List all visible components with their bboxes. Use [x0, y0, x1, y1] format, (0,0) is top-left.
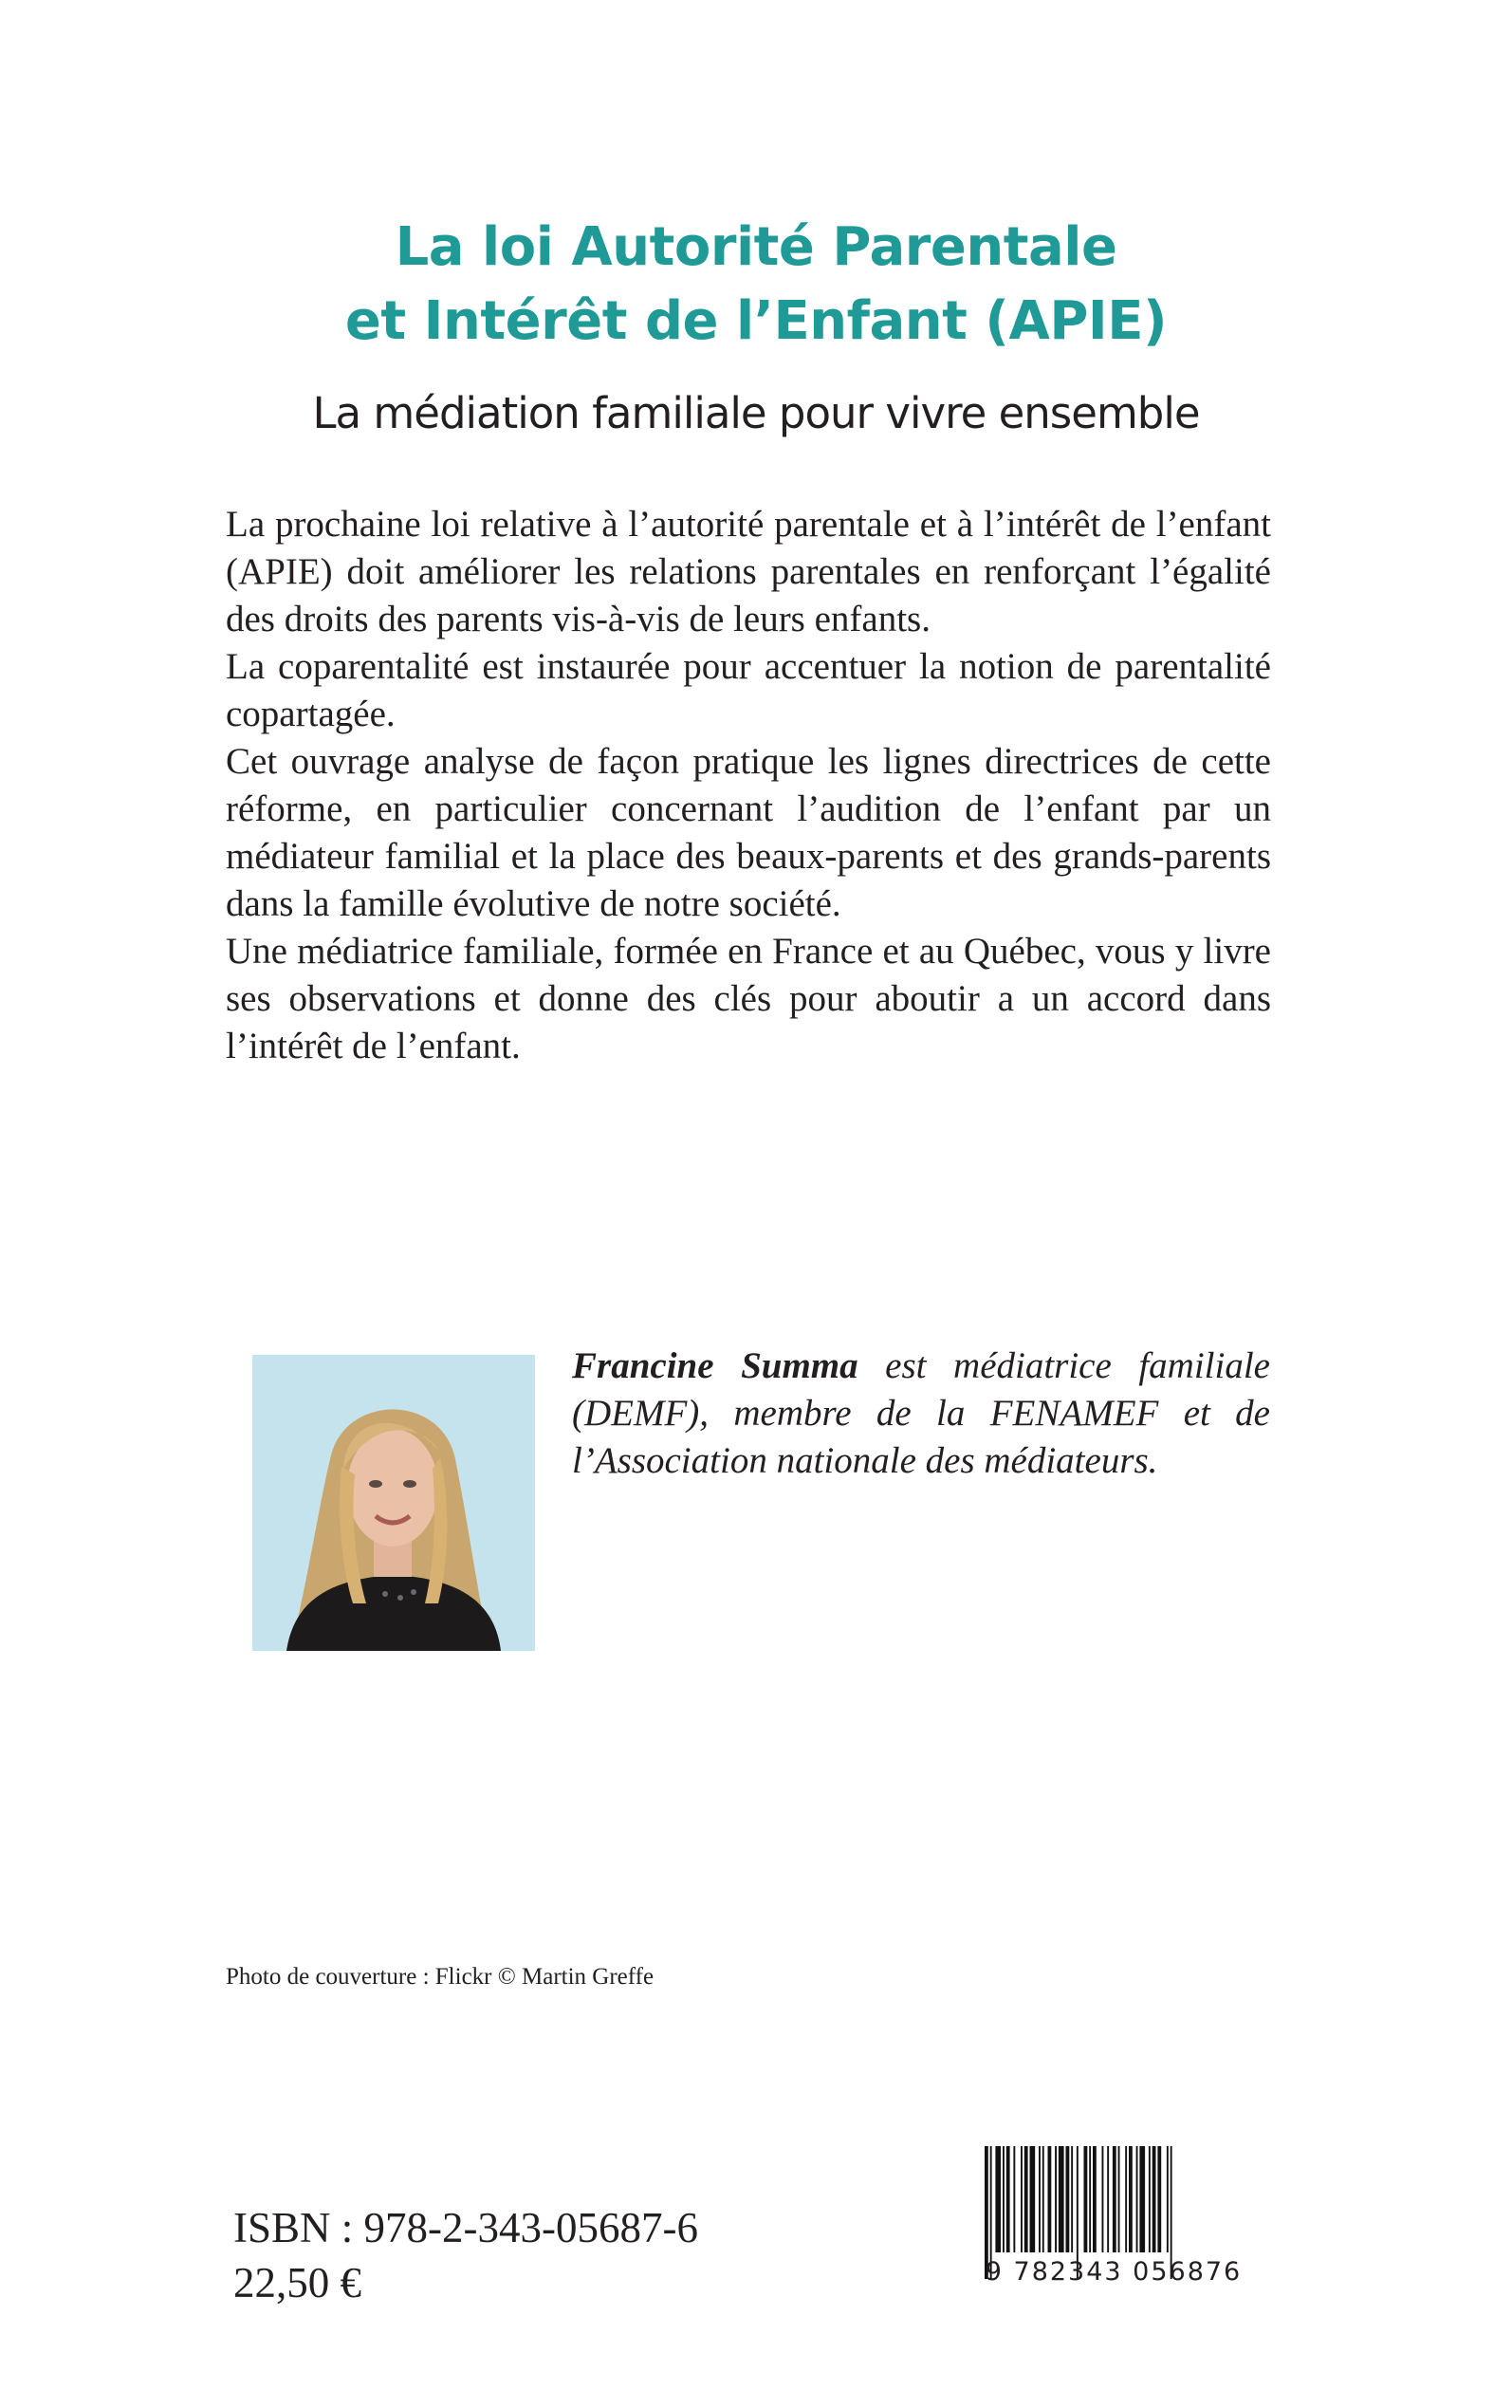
photo-credit: Photo de couverture : Flickr © Martin Greffe: [226, 1964, 655, 1990]
book-subtitle: La médiation familiale pour vivre ensemble: [312, 388, 1200, 438]
barcode-bar: [1167, 2146, 1169, 2252]
barcode-bar: [1118, 2146, 1120, 2252]
barcode-bar: [995, 2146, 1001, 2252]
barcode-bar: [1139, 2146, 1145, 2252]
author-name: Francine Summa: [572, 1345, 858, 1386]
barcode-bar: [1039, 2146, 1041, 2252]
blurb: [226, 501, 1271, 1070]
author-portrait-icon: [252, 1355, 535, 1651]
isbn: ISBN : 978-2-343-05687-6: [233, 2204, 698, 2251]
barcode-bar: [1149, 2146, 1151, 2252]
barcode-bar: [1066, 2146, 1070, 2252]
barcode-bar: [1006, 2146, 1010, 2252]
blurb-paragraph-3: Cet ouvrage analyse de façon pratique les lignes directrices de cette réforme, en particulier concernant l’audition de l’enfant par un médiateur familial et la place des beaux-parents et des grands-parents dans la famille évolutive de notre société.: [226, 741, 1271, 924]
barcode-bar: [1152, 2146, 1156, 2252]
barcode-bar: [1102, 2146, 1104, 2252]
author-photo: [252, 1355, 535, 1651]
barcode-bar: [1089, 2146, 1091, 2252]
barcode-bar: [1013, 2146, 1015, 2252]
price: 22,50 €: [233, 2259, 361, 2306]
barcode-bar: [1030, 2146, 1036, 2252]
blurb-paragraph-2: La coparentalité est instaurée pour accentuer la notion de parentalité copartagée.: [226, 646, 1271, 734]
barcode-bar: [1042, 2146, 1044, 2252]
barcode-bar: [1071, 2146, 1073, 2252]
barcode-bar: [1024, 2146, 1028, 2252]
author-description: est médiatrice familiale (DEMF), membre de la FENAMEF et de l’Association nationale des médiateurs.: [572, 1345, 1270, 1481]
barcode-bar: [1113, 2146, 1116, 2252]
author-bio: [572, 1343, 1270, 1485]
barcode-bar: [1157, 2146, 1161, 2252]
barcode-bar: [1055, 2146, 1057, 2252]
barcode-bar: [1021, 2146, 1023, 2252]
barcode-bar: [1125, 2146, 1127, 2252]
barcode-bar: [1048, 2146, 1052, 2252]
book-title-line-2: et Intérêt de l’Enfant (APIE): [344, 290, 1168, 352]
book-title-line-1: La loi Autorité Parentale: [395, 216, 1117, 278]
barcode-digits: 9 782343 056876: [985, 2257, 1243, 2287]
barcode-bar: [1084, 2146, 1088, 2252]
barcode-bar: [1093, 2146, 1097, 2252]
book-title: [0, 211, 1512, 359]
barcode-icon: [981, 2146, 1246, 2343]
barcode-bar: [1129, 2146, 1133, 2252]
barcode-bar: [1107, 2146, 1109, 2252]
barcode-bar: [1059, 2146, 1064, 2252]
barcode-bar: [1003, 2146, 1005, 2252]
blurb-paragraph-1: La prochaine loi relative à l’autorité parentale et à l’intérêt de l’enfant (APIE) doit améliorer les relations parentales en renforçant l’égalité des droits des parents vis-à-vis de leurs enfants.: [226, 504, 1271, 639]
blurb-paragraph-4: Une médiatrice familiale, formée en France et au Québec, vous y livre ses observations et donne des clés pour aboutir a un accord dans l’intérêt de l’enfant.: [226, 931, 1271, 1066]
barcode-bar: [1136, 2146, 1138, 2252]
